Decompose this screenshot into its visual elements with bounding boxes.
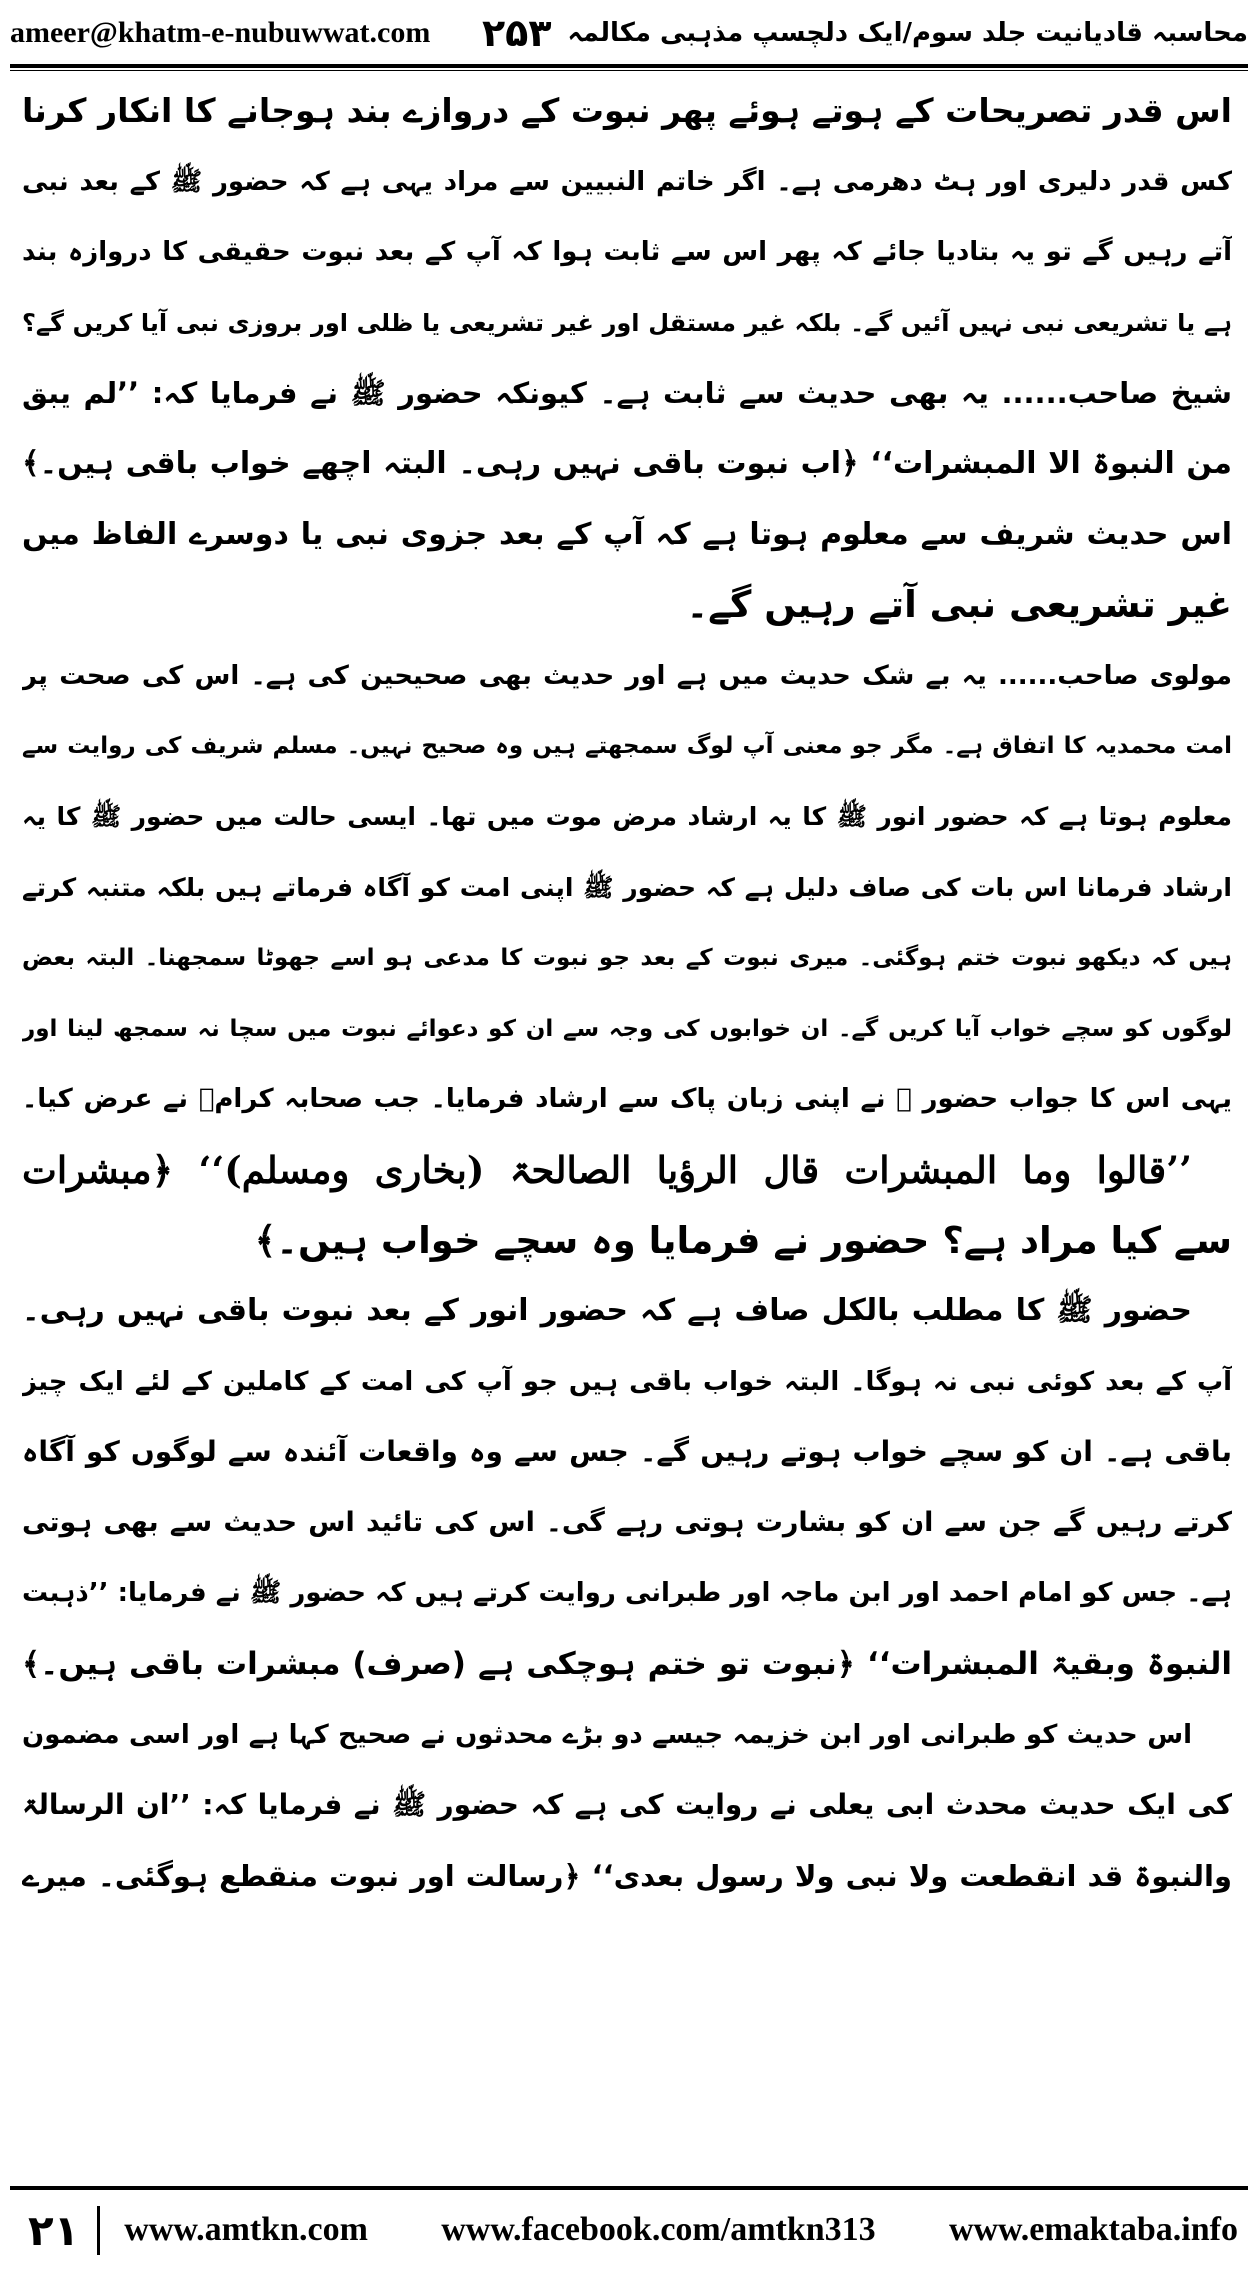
book-title: محاسبہ قادیانیت جلد سوم/ایک دلچسپ مذہبی مکالمہ — [567, 18, 1248, 48]
text-line: یہی اس کا جواب حضور ﷺ نے اپنی زبان پاک سے ارشاد فرمایا۔ جب صحابہ کرامؓ نے عرض کیا۔ — [22, 1084, 1232, 1115]
page-header — [10, 4, 1248, 62]
text-line: اس قدر تصریحات کے ہوتے ہوئے پھر نبوت کے دروازے بند ہوجانے کا انکار کرنا — [22, 91, 1232, 130]
text-line: ’’قالوا وما المبشرات قال الرؤیا الصالحۃ (بخاری ومسلم)‘‘ ﴿مبشرات — [22, 1147, 1192, 1192]
text-line: حضور ﷺ کا مطلب بالکل صاف ہے کہ حضور انور کے بعد نبوت باقی نہیں رہی۔ — [22, 1293, 1192, 1329]
footer-links — [100, 2211, 1248, 2249]
text-line: آتے رہیں گے تو یہ بتادیا جائے کہ پھر اس سے ثابت ہوا کہ آپ کے بعد نبوت حقیقی کا دروازہ بند — [22, 237, 1232, 268]
text-line: معلوم ہوتا ہے کہ حضور انور ﷺ کا یہ ارشاد مرض موت میں تھا۔ ایسی حالت میں حضور ﷺ کا یہ — [22, 801, 1232, 831]
body-text — [22, 76, 1232, 2171]
text-line: من النبوۃ الا المبشرات‘‘ ﴿اب نبوت باقی نہیں رہی۔ البتہ اچھے خواب باقی ہیں۔﴾ — [22, 445, 1232, 481]
text-line: سے کیا مراد ہے؟ حضور نے فرمایا وہ سچے خواب ہیں۔﴾ — [254, 1218, 1232, 1262]
footer-link-amtkn[interactable]: www.amtkn.com — [124, 2211, 368, 2248]
text-line: کی ایک حدیث محدث ابی یعلی نے روایت کی ہے کہ حضور ﷺ نے فرمایا کہ: ’’ان الرسالۃ — [22, 1788, 1232, 1822]
text-line: کرتے رہیں گے جن سے ان کو بشارت ہوتی رہے گی۔ اس کی تائید اس حدیث سے بھی ہوتی — [22, 1506, 1232, 1538]
footer-page-number: ۲۱ — [10, 2206, 100, 2255]
text-line: النبوۃ وبقیۃ المبشرات‘‘ ﴿نبوت تو ختم ہوچکی ہے (صرف) مبشرات باقی ہیں۔﴾ — [22, 1646, 1232, 1683]
footer-link-emaktaba[interactable]: www.emaktaba.info — [948, 2211, 1238, 2248]
text-line: اس حدیث کو طبرانی اور ابن خزیمہ جیسے دو بڑے محدثوں نے صحیح کہا ہے اور اسی مضمون — [22, 1719, 1192, 1750]
text-line: ہیں کہ دیکھو نبوت ختم ہوگئی۔ میری نبوت کے بعد جو نبوت کا مدعی ہو اسے جھوٹا سمجھنا۔ البتہ بعض — [22, 945, 1232, 972]
page-footer — [10, 2186, 1248, 2270]
text-line: ہے یا تشریعی نبی نہیں آئیں گے۔ بلکہ غیر مستقل اور غیر تشریعی یا ظلی اور بروزی نبی آیا کریں گے؟ — [22, 308, 1232, 337]
header-email: ameer@khatm-e-nubuwwat.com — [10, 16, 431, 49]
text-line: امت محمدیہ کا اتفاق ہے۔ مگر جو معنی آپ لوگ سمجھتے ہیں وہ صحیح نہیں۔ مسلم شریف کی روایت سے — [22, 733, 1232, 760]
text-line: لوگوں کو سچے خواب آیا کریں گے۔ ان خوابوں کی وجہ سے ان کو دعوائے نبوت میں سچا نہ سمجھ لینا اور — [22, 1015, 1232, 1042]
text-line: مولوی صاحب...... یہ بے شک حدیث میں ہے اور حدیث بھی صحیحین کی ہے۔ اس کی صحت پر — [22, 660, 1232, 691]
text-line: کس قدر دلیری اور ہٹ دھرمی ہے۔ اگر خاتم النبیین سے مراد یہی ہے کہ حضور ﷺ کے بعد نبی — [22, 166, 1232, 197]
text-line: والنبوۃ قد انقطعت ولا نبی ولا رسول بعدی‘‘ ﴿رسالت اور نبوت منقطع ہوگئی۔ میرے — [22, 1858, 1232, 1893]
text-line: آپ کے بعد کوئی نبی نہ ہوگا۔ البتہ خواب باقی ہیں جو آپ کی امت کے کاملین کے لئے ایک چیز — [22, 1366, 1232, 1397]
header-right — [482, 11, 1248, 55]
footer-link-facebook[interactable]: www.facebook.com/amtkn313 — [441, 2211, 876, 2248]
text-line: شیخ صاحب...... یہ بھی حدیث سے ثابت ہے۔ کیونکہ حضور ﷺ نے فرمایا کہ: ’’لم یبق — [22, 376, 1232, 411]
header-page-number: ۲۵۳ — [481, 11, 552, 55]
text-line: غیر تشریعی نبی آتے رہیں گے۔ — [686, 583, 1232, 627]
text-line: اس حدیث شریف سے معلوم ہوتا ہے کہ آپ کے بعد جزوی نبی یا دوسرے الفاظ میں — [22, 516, 1232, 552]
text-line: ہے۔ جس کو امام احمد اور ابن ماجہ اور طبرانی روایت کرتے ہیں کہ حضور ﷺ نے فرمایا: ’’ذہبت — [22, 1578, 1232, 1609]
header-rule — [10, 64, 1248, 68]
header-rule-thin — [10, 70, 1248, 71]
text-line: ارشاد فرمانا اس بات کی صاف دلیل ہے کہ حضور ﷺ اپنی امت کو آگاہ فرماتے ہیں بلکہ متنبہ کرتے — [22, 872, 1232, 902]
text-line: باقی ہے۔ ان کو سچے خواب ہوتے رہیں گے۔ جس سے وہ واقعات آئندہ سے لوگوں کو آگاہ — [22, 1435, 1232, 1469]
